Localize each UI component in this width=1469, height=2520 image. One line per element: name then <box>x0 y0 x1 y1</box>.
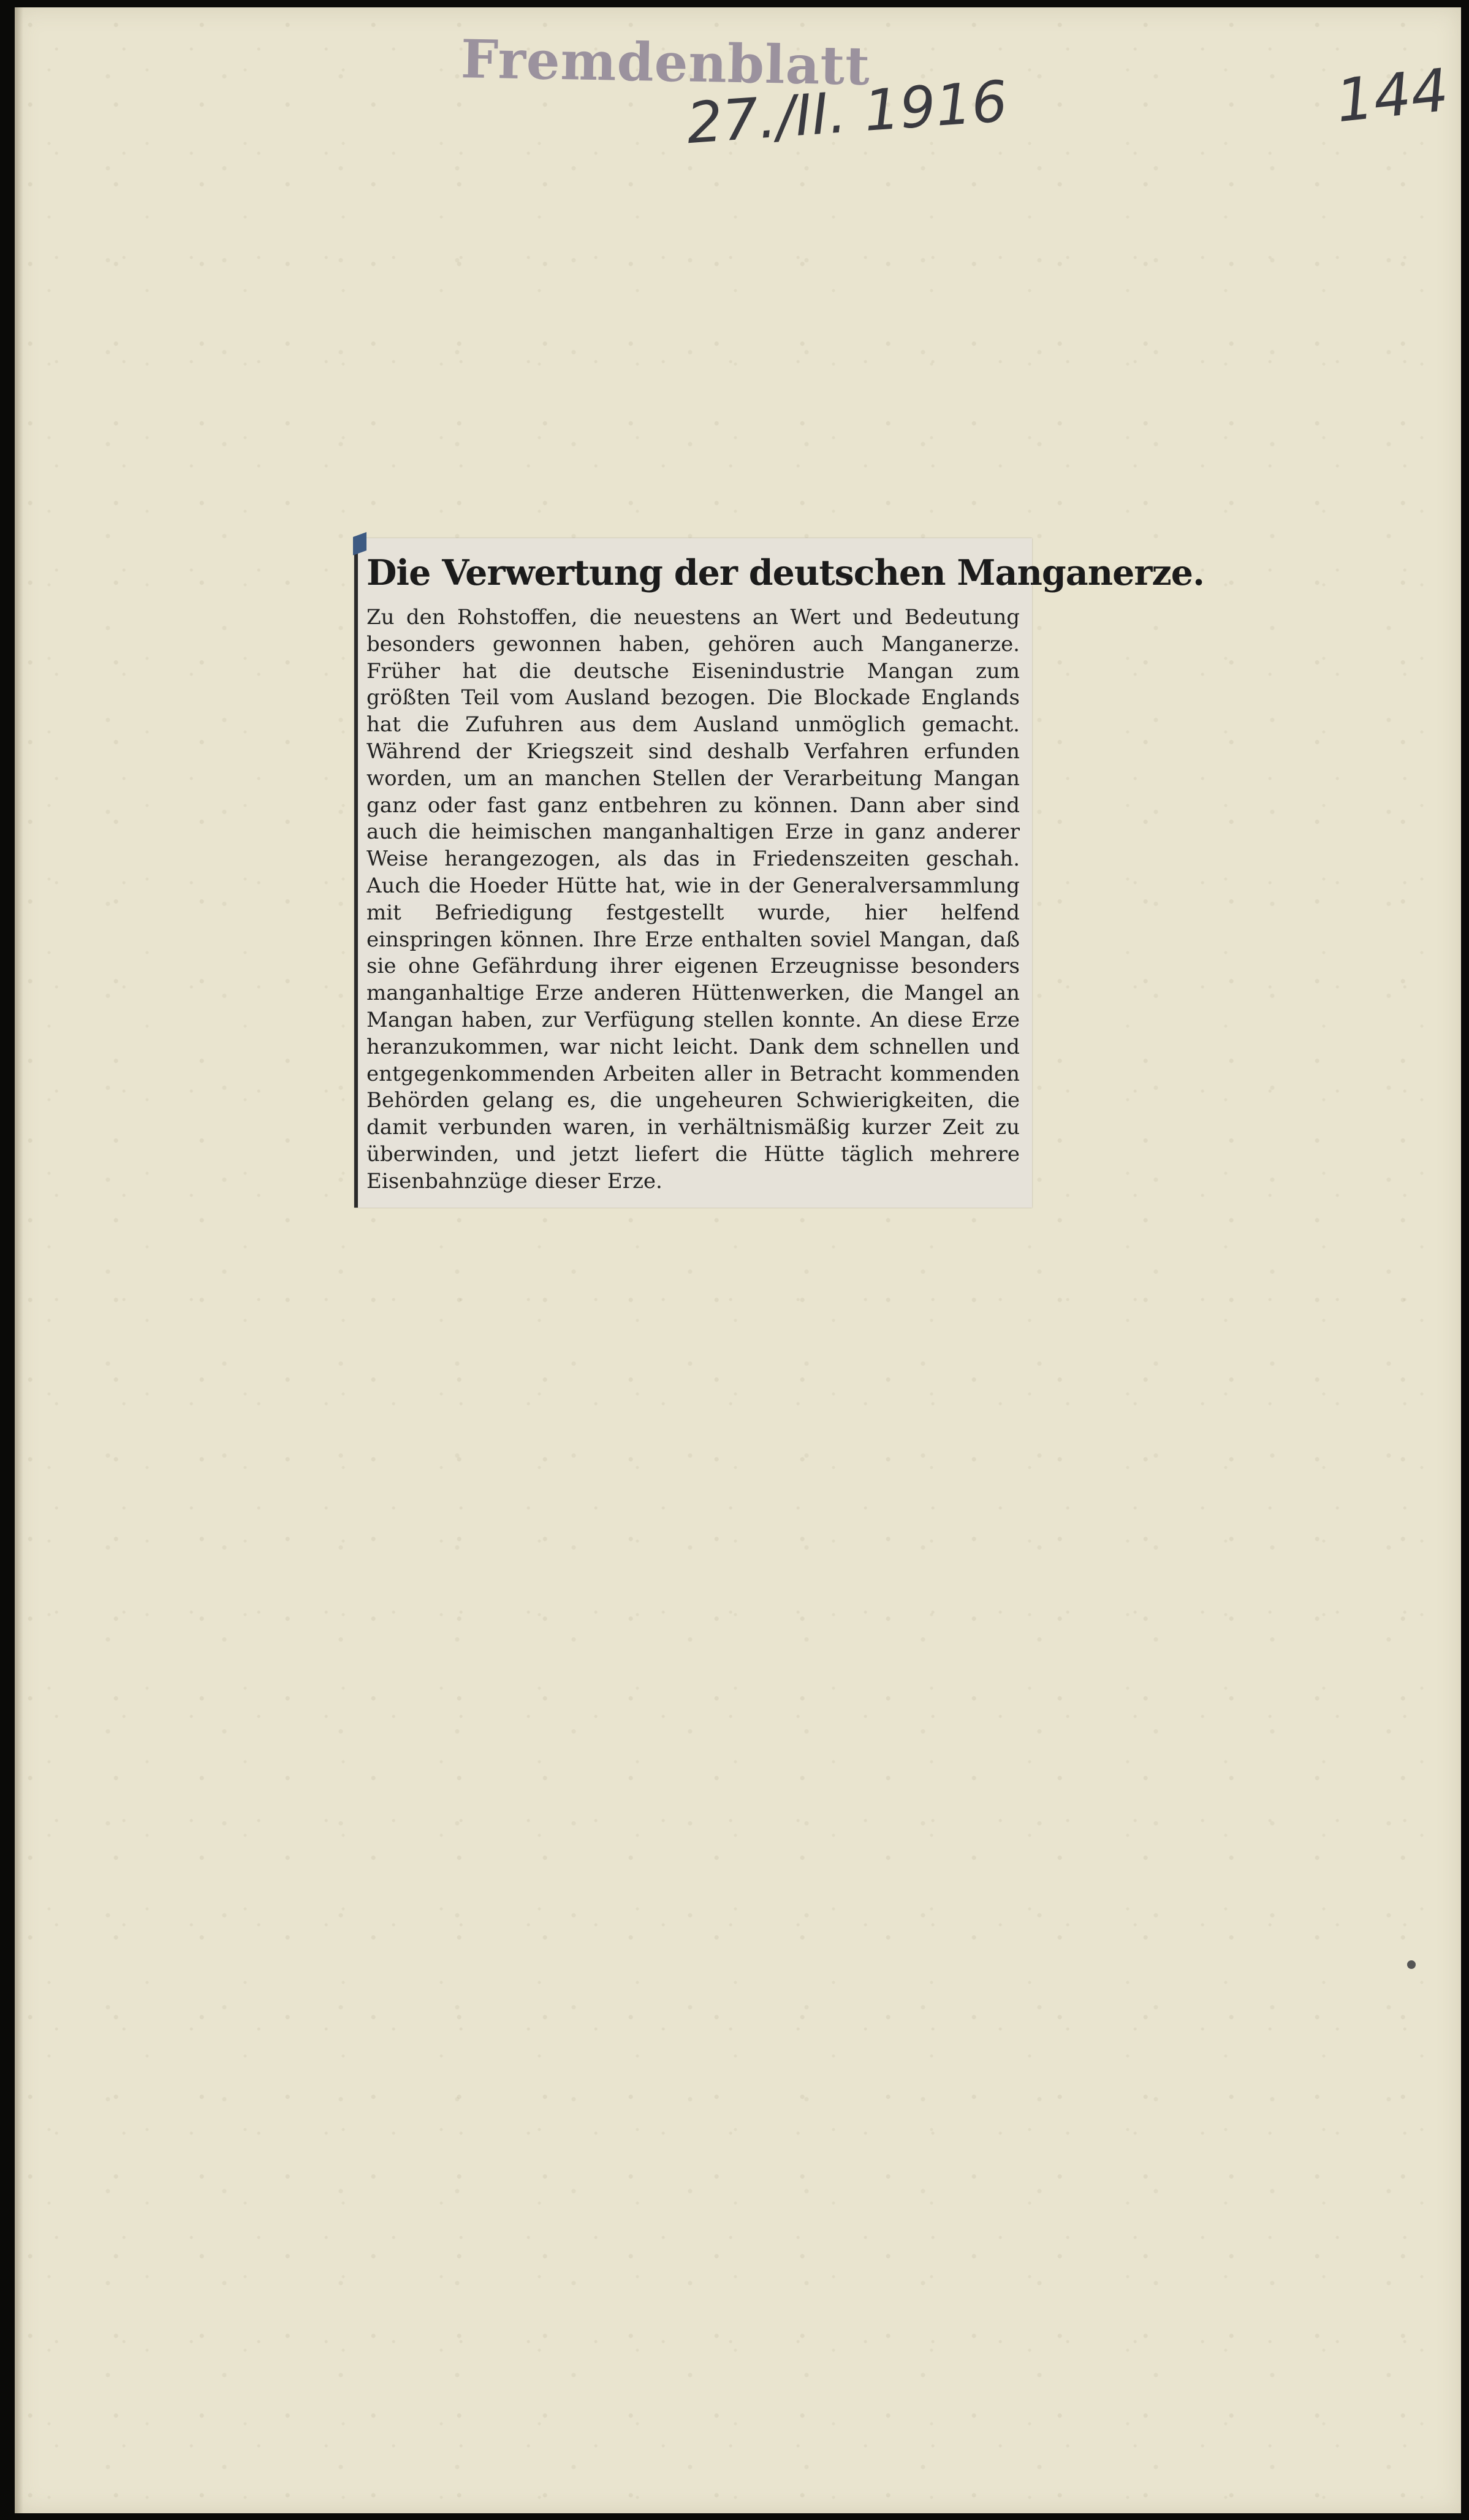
clipping-headline: Die Verwertung der deutschen Manganerze. <box>366 552 1204 593</box>
clipping-body-text: Zu den Rohstoffen, die neuestens an Wert und Bedeutung besonders gewonnen haben, gehören auch Manganerze. Früher hat die deutsche Eisenindustrie Mangan zum größten Teil vom Ausland bezogen. Die Blockade Englands hat die Zufuhren aus dem Ausland unmöglich gemacht. Während der Kriegszeit sind deshalb Verfahren erfunden worden, um an manchen Stellen der Verarbeitung Mangan ganz oder fast ganz entbehren zu können. Dann aber sind auch die heimischen manganhaltigen Erze in ganz anderer Weise herangezogen, als das in Friedenszeiten geschah. Auch die Hoeder Hütte hat, wie in der Generalversammlung mit Befriedigung festgestellt wurde, hier helfend einspringen können. Ihre Erze enthalten soviel Mangan, daß sie ohne Gefährdung ihrer eigenen Erzeugnisse besonders manganhaltige Erze anderen Hüttenwerken, die Mangel an Mangan haben, zur Verfügung stellen konnte. An diese Erze heranzukommen, war nicht leicht. Dank dem schnellen und entgegenkommenden Arbeiten aller in Betracht kommenden Behörden gelang es, die ungeheuren Schwierigkeiten, die damit verbunden waren, in verhältnismäßig kurzer Zeit zu überwinden, und jetzt liefert die Hütte täglich mehrere Eisenbahnzüge dieser Erze. <box>366 605 1020 1193</box>
ink-dot-mark <box>1407 1960 1416 1969</box>
corner-tape-icon <box>353 532 366 555</box>
handwritten-page-number: 144 <box>1332 55 1452 136</box>
handwritten-date: 27./II. 1916 <box>684 68 1010 157</box>
newspaper-stamp: Fremdenblatt <box>460 28 871 97</box>
newspaper-clipping <box>354 538 1204 1208</box>
sheet-edge-shadow <box>15 7 23 2513</box>
archive-sheet <box>15 7 1461 2513</box>
